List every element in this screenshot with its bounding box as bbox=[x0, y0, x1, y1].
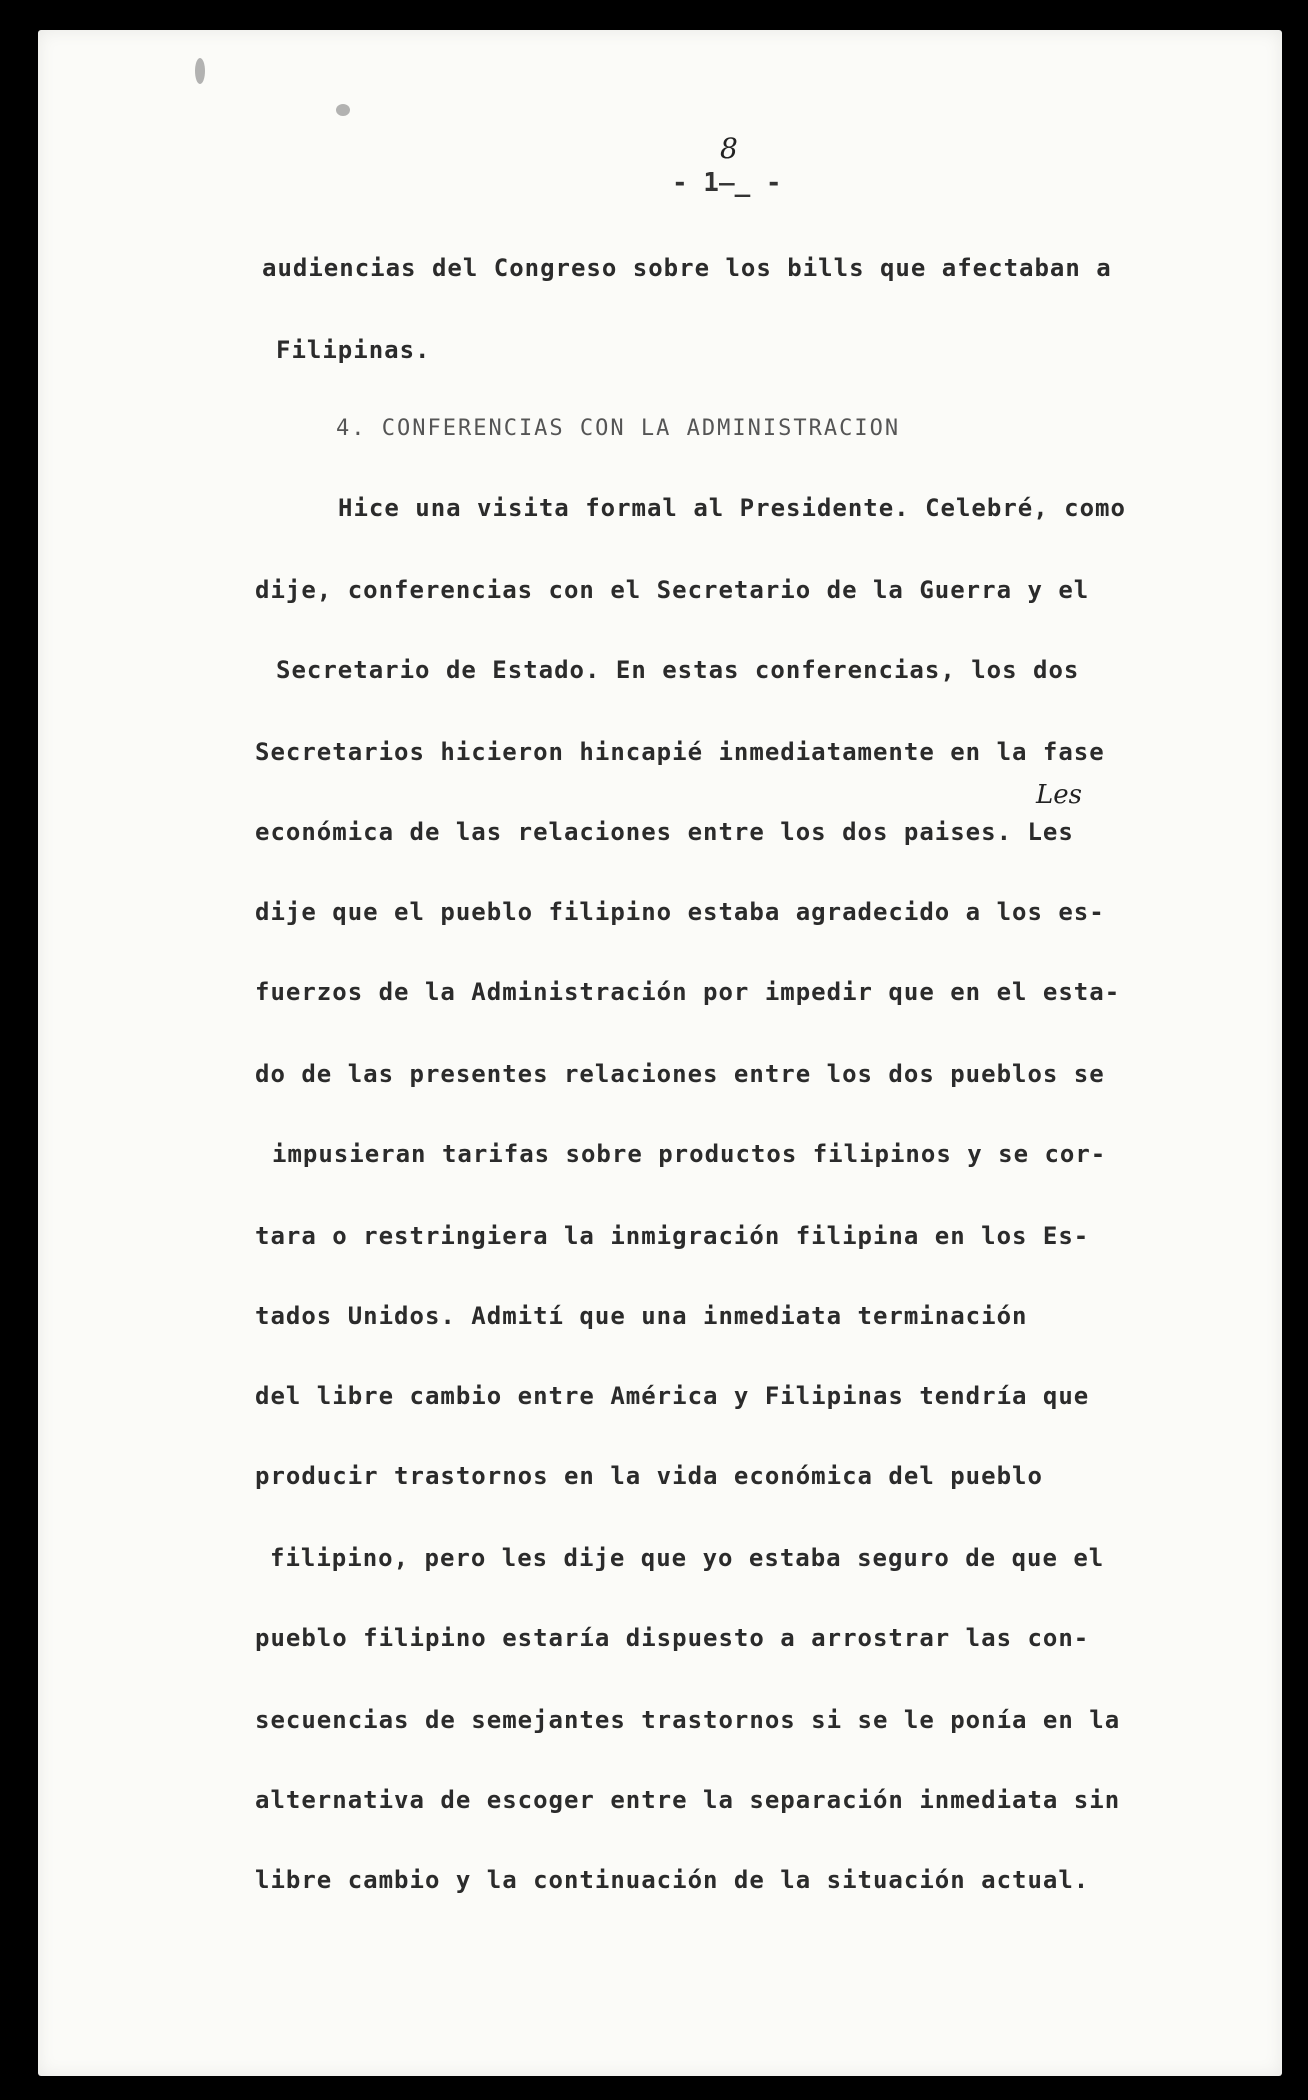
text-line: filipino, pero les dije que yo estaba seguro de que el bbox=[270, 1544, 1105, 1572]
text-line: alternativa de escoger entre la separación inmediata sin bbox=[255, 1786, 1121, 1814]
ink-smudge bbox=[336, 104, 350, 116]
text-line: Secretario de Estado. En estas conferencias, los dos bbox=[276, 656, 1080, 684]
text-line: Secretarios hicieron hincapié inmediatamente en la fase bbox=[255, 738, 1105, 766]
text-line: pueblo filipino estaría dispuesto a arrostrar las con- bbox=[255, 1624, 1090, 1652]
text-line: libre cambio y la continuación de la situación actual. bbox=[255, 1866, 1090, 1894]
document-page bbox=[38, 30, 1282, 2076]
text-line: del libre cambio entre América y Filipinas tendría que bbox=[255, 1382, 1090, 1410]
text-line: do de las presentes relaciones entre los dos pueblos se bbox=[255, 1060, 1105, 1088]
margin-note: Les bbox=[1036, 780, 1082, 810]
text-line: tara o restringiera la inmigración filipina en los Es- bbox=[255, 1222, 1090, 1250]
page-number-correction: 8 bbox=[720, 132, 738, 165]
text-line: dije, conferencias con el Secretario de la Guerra y el bbox=[255, 576, 1090, 604]
text-line: Hice una visita formal al Presidente. Celebré, como bbox=[338, 494, 1126, 522]
ink-smudge bbox=[195, 58, 205, 84]
text-line: económica de las relaciones entre los dos paises. Les bbox=[255, 818, 1074, 846]
text-line: secuencias de semejantes trastornos si se le ponía en la bbox=[255, 1706, 1121, 1734]
text-line: audiencias del Congreso sobre los bills que afectaban a bbox=[262, 254, 1112, 282]
text-line: impusieran tarifas sobre productos filipinos y se cor- bbox=[272, 1140, 1107, 1168]
section-heading: 4. CONFERENCIAS CON LA ADMINISTRACION bbox=[336, 416, 901, 441]
text-line: dije que el pueblo filipino estaba agradecido a los es- bbox=[255, 898, 1105, 926]
text-line: Filipinas. bbox=[276, 336, 431, 364]
text-line: fuerzos de la Administración por impedir que en el esta- bbox=[255, 978, 1121, 1006]
text-line: producir trastornos en la vida económica del pueblo bbox=[255, 1462, 1043, 1490]
text-line: tados Unidos. Admití que una inmediata terminación bbox=[255, 1302, 1028, 1330]
page-number: - 1̶̲ - bbox=[672, 168, 782, 198]
